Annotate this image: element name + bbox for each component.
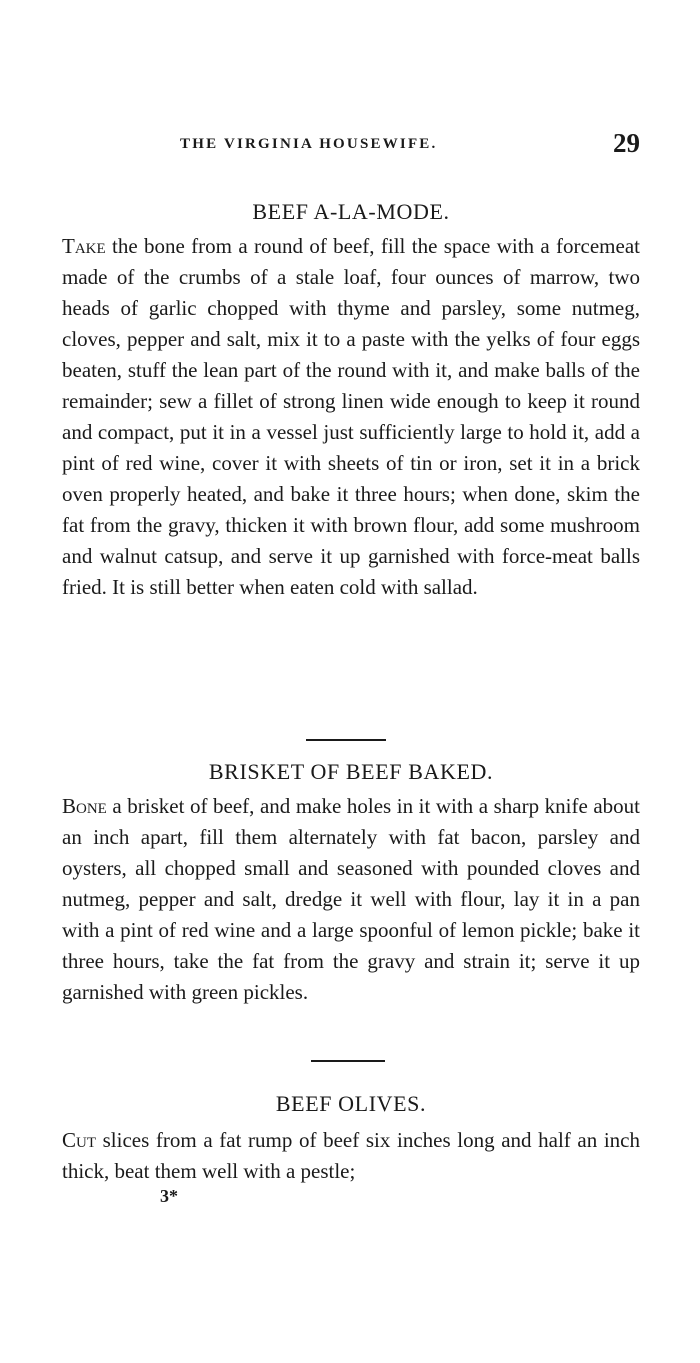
recipe-body xyxy=(62,791,640,1008)
recipe-paragraph xyxy=(62,791,640,1008)
recipe-title: BEEF A-LA-MODE. xyxy=(252,199,450,224)
running-head xyxy=(62,128,640,162)
recipe-lead-word: Take xyxy=(62,234,106,258)
recipe-body xyxy=(62,231,640,603)
recipe-paragraph xyxy=(62,231,640,603)
section-divider xyxy=(311,1060,385,1062)
recipe-text: the bone from a round of beef, fill the space with a forcemeat made of the crumbs of a stale loaf, four ounces of marrow, two heads of garlic chopped with thyme and parsley, some nutmeg, cloves, pepper and salt, mix it to a paste with the yelks of four eggs beaten, stuff the lean part of the round with it, and make balls of the remainder; sew a fillet of strong linen wide enough to keep it round and compact, put it in a vessel just sufficiently large to hold it, add a pint of red wine, cover it with sheets of tin or iron, set it in a brick oven properly heated, and bake it three hours; when done, skim the fat from the gravy, thicken it with brown flour, add some mushroom and walnut catsup, and serve it up garnished with force-meat balls fried. It is still better when eaten cold with sallad. xyxy=(62,234,640,599)
recipe-paragraph xyxy=(62,1125,640,1187)
recipe-text: a brisket of beef, and make holes in it with a sharp knife about an inch apart, fill them alternately with fat bacon, parsley and oysters, all chopped small and seasoned with pounded cloves and nutmeg, pepper and salt, dredge it well with flour, lay it in a pan with a pint of red wine and a large spoonful of lemon pickle; bake it three hours, take the fat from the gravy and strain it; serve it up garnished with green pickles. xyxy=(62,794,640,1004)
recipe-lead-word: Bone xyxy=(62,794,107,818)
recipe-text: slices from a fat rump of beef six inches long and half an inch thick, beat them well with a pestle; xyxy=(62,1128,640,1183)
recipe-beef-a-la-mode xyxy=(62,196,640,603)
recipe-brisket-of-beef-baked xyxy=(62,756,640,1008)
recipe-title: BRISKET OF BEEF BAKED. xyxy=(208,759,494,784)
recipe-lead-word: Cut xyxy=(62,1128,97,1152)
recipe-title: BEEF OLIVES. xyxy=(275,1091,427,1116)
recipe-body xyxy=(62,1125,640,1187)
section-divider xyxy=(306,739,386,741)
signature-mark: 3* xyxy=(160,1186,178,1206)
recipe-beef-olives xyxy=(62,1088,640,1187)
page-number: 29 xyxy=(613,128,640,158)
running-title: THE VIRGINIA HOUSEWIFE. xyxy=(180,136,438,152)
